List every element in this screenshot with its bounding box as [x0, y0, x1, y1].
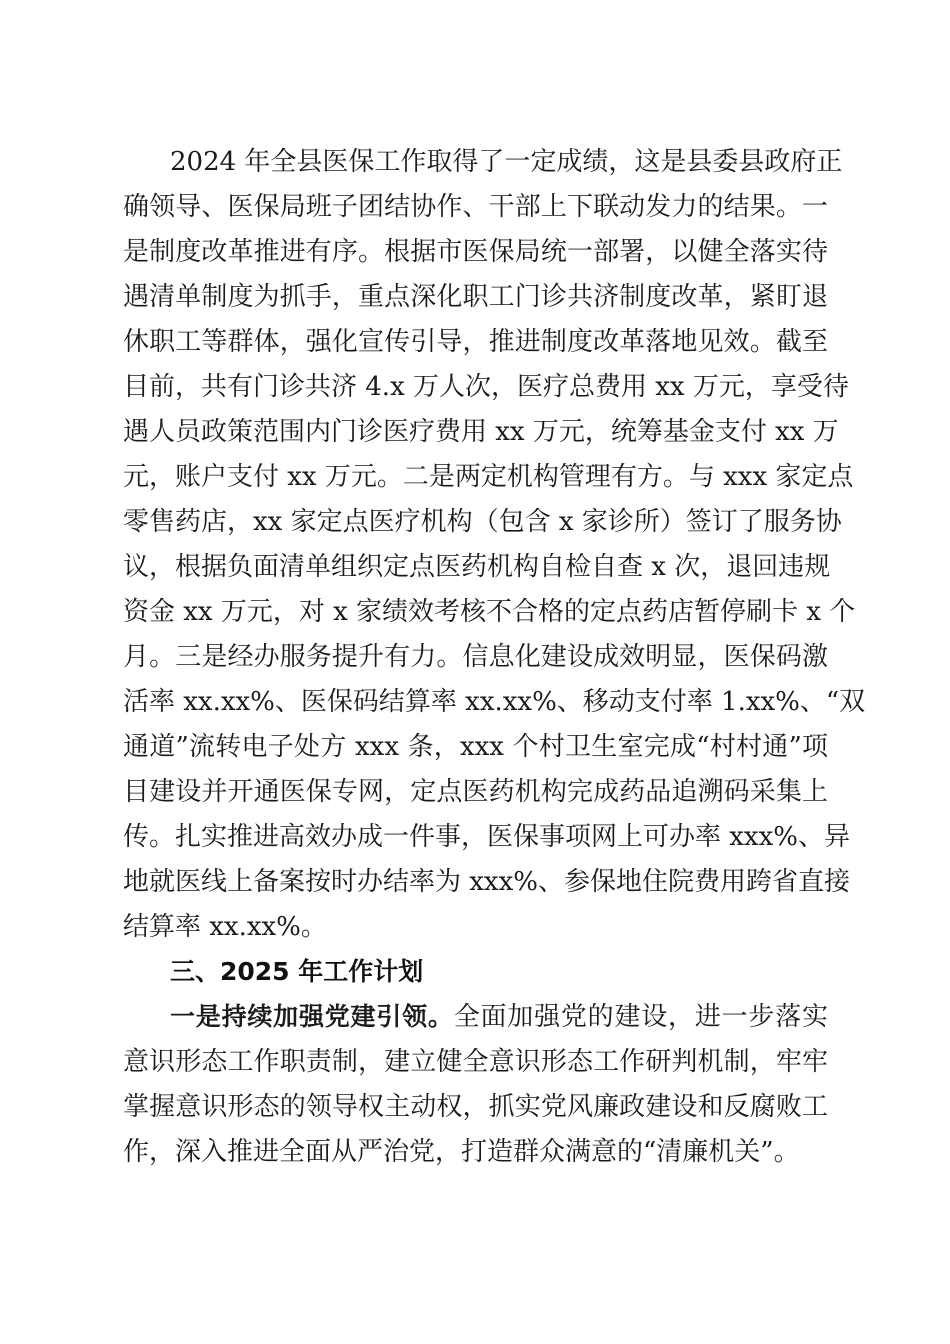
- paragraph-line: 目建设并开通医保专网，定点医药机构完成药品追溯码采集上: [123, 777, 828, 807]
- paragraph-line: 资金 xx 万元，对 x 家绩效考核不合格的定点药店暂停刷卡 x 个: [123, 597, 856, 627]
- paragraph-line: 传。扎实推进高效办成一件事，医保事项网上可办率 xxx%、异: [123, 822, 850, 852]
- paragraph-line: 议，根据负面清单组织定点医药机构自检自查 x 次，退回违规: [123, 552, 831, 582]
- paragraph-line: 元，账户支付 xx 万元。二是两定机构管理有方。与 xxx 家定点: [123, 462, 854, 492]
- paragraph-line: 目前，共有门诊共济 4.x 万人次，医疗总费用 xx 万元，享受待: [123, 372, 849, 402]
- paragraph-line: 零售药店，xx 家定点医疗机构（包含 x 家诊所）签订了服务协: [123, 507, 842, 537]
- paragraph-line: 通道”流转电子处方 xxx 条，xxx 个村卫生室完成“村村通”项: [123, 732, 828, 762]
- paragraph-line: 2024 年全县医保工作取得了一定成绩，这是县委县政府正: [170, 147, 843, 177]
- paragraph-line: 确领导、医保局班子团结协作、干部上下联动发力的结果。一: [123, 192, 828, 222]
- paragraph-line-rest: 全面加强党的建设，进一步落实: [453, 1002, 828, 1032]
- paragraph-first-line: [170, 996, 828, 1038]
- paragraph-line: 休职工等群体，强化宣传引导，推进制度改革落地见效。截至: [123, 327, 828, 357]
- lead-in-phrase: 一是持续加强党建引领。: [170, 1002, 454, 1031]
- paragraph-line: 遇人员政策范围内门诊医疗费用 xx 万元，统筹基金支付 xx 万: [123, 417, 839, 447]
- paragraph-line: 意识形态工作职责制，建立健全意识形态工作研判机制，牢牢: [123, 1047, 828, 1077]
- paragraph-line: 结算率 xx.xx%。: [123, 912, 327, 942]
- paragraph-line: 掌握意识形态的领导权主动权，抓实党风廉政建设和反腐败工: [123, 1092, 828, 1122]
- paragraph-line: 地就医线上备案按时办结率为 xxx%、参保地住院费用跨省直接: [123, 867, 850, 897]
- paragraph-line: 作，深入推进全面从严治党，打造群众满意的“清廉机关”。: [123, 1137, 800, 1167]
- section-heading: 三、2025 年工作计划: [170, 957, 424, 986]
- paragraph-line: 遇清单制度为抓手，重点深化职工门诊共济制度改革，紧盯退: [123, 282, 828, 312]
- paragraph-line: 是制度改革推进有序。根据市医保局统一部署，以健全落实待: [123, 237, 828, 267]
- paragraph-line: 月。三是经办服务提升有力。信息化建设成效明显，医保码激: [123, 642, 828, 672]
- paragraph-line: 活率 xx.xx%、医保码结算率 xx.xx%、移动支付率 1.xx%、“双: [123, 687, 866, 717]
